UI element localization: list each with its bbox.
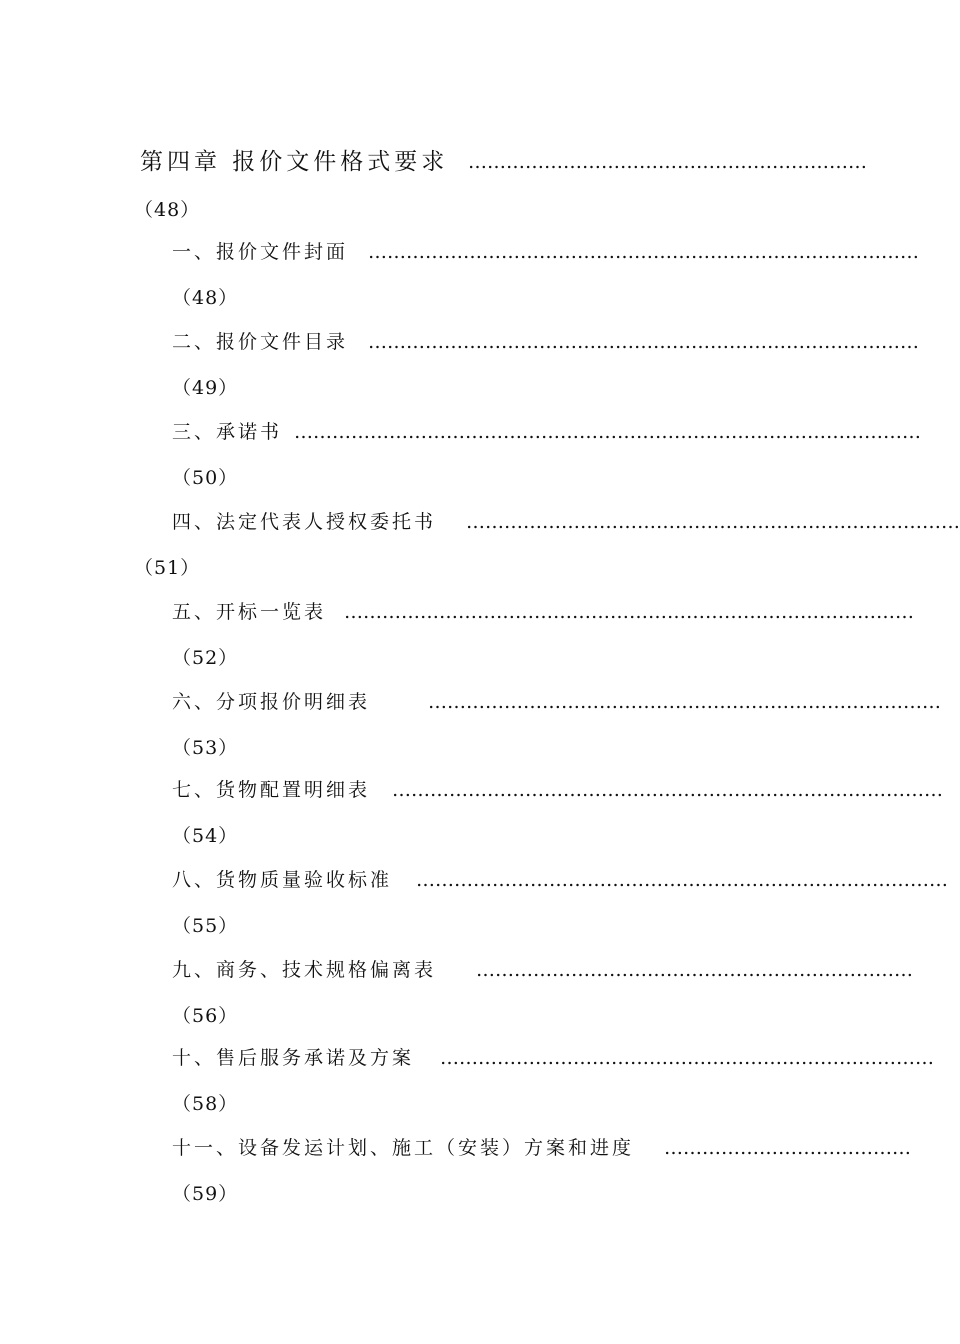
- chapter-title: 第四章 报价文件格式要求: [140, 149, 449, 175]
- toc-item-page-number: （48）: [172, 287, 239, 309]
- chapter-page-number: （48）: [134, 199, 201, 221]
- toc-item-page-number: （58）: [172, 1093, 239, 1115]
- toc-item-title: 十一、设备发运计划、施工（安装）方案和进度: [172, 1137, 635, 1159]
- toc-item-leader: ……………………………………………………………………………: [392, 779, 943, 801]
- toc-item-title: 六、分项报价明细表: [172, 691, 371, 713]
- toc-item-title: 三、承诺书: [172, 421, 283, 443]
- toc-item-title: 一、报价文件封面: [172, 241, 349, 263]
- toc-item-page-number: （51）: [134, 557, 201, 579]
- toc-item-title: 九、商务、技术规格偏离表: [172, 959, 437, 981]
- toc-item-title: 五、开标一览表: [172, 601, 327, 623]
- toc-item-leader: ………………………………………………………………………: [428, 691, 941, 713]
- toc-item-page-number: （59）: [172, 1183, 239, 1205]
- toc-item-page-number: （50）: [172, 467, 239, 489]
- toc-item-title: 二、报价文件目录: [172, 331, 349, 353]
- toc-item-leader: ………………………………………………………………………………………: [294, 421, 921, 443]
- toc-item-page-number: （55）: [172, 915, 239, 937]
- toc-item-leader: …………………………………: [664, 1137, 911, 1159]
- toc-item-title: 八、货物质量验收标准: [172, 869, 393, 891]
- toc-item-leader: ……………………………………………………………: [476, 959, 913, 981]
- toc-item-title: 十、售后服务承诺及方案: [172, 1047, 415, 1069]
- toc-item-page-number: （53）: [172, 737, 239, 759]
- toc-item-title: 四、法定代表人授权委托书: [172, 511, 437, 533]
- toc-item-leader: ……………………………………………………………………………: [368, 241, 919, 263]
- toc-item-leader: …………………………………………………………………………: [416, 869, 948, 891]
- chapter-leader: ………………………………………………………: [468, 151, 867, 173]
- toc-item-page-number: （56）: [172, 1005, 239, 1027]
- toc-item-title: 七、货物配置明细表: [172, 779, 371, 801]
- toc-item-leader: ……………………………………………………………………: [440, 1047, 934, 1069]
- toc-item-leader: ……………………………………………………………………: [466, 511, 960, 533]
- toc-item-page-number: （49）: [172, 377, 239, 399]
- toc-item-leader: ……………………………………………………………………………: [368, 331, 919, 353]
- toc-item-page-number: （54）: [172, 825, 239, 847]
- toc-item-leader: ………………………………………………………………………………: [344, 601, 914, 623]
- toc-item-page-number: （52）: [172, 647, 239, 669]
